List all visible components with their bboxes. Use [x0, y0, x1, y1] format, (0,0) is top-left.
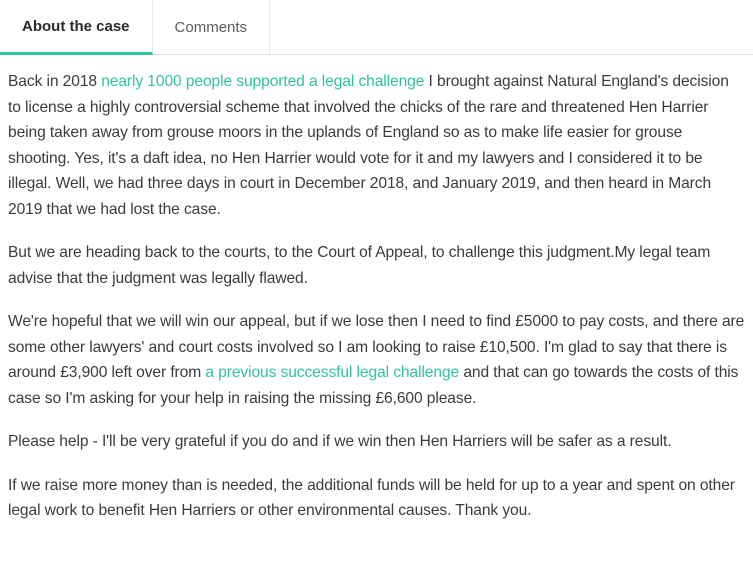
- paragraph-4-text: Please help - I'll be very grateful if you do and if we win then Hen Harriers will be safer as a result.: [8, 433, 672, 450]
- paragraph-3-text-after: and that can go towards the costs of this case so I'm asking for your help in raising the missing £6,600 please.: [8, 364, 739, 407]
- paragraph-2-text: But we are heading back to the courts, to the Court of Appeal, to challenge this judgment.My legal team advise that the judgment was legally flawed.: [8, 244, 711, 287]
- legal-challenge-link[interactable]: nearly 1000 people supported a legal challenge: [101, 73, 425, 90]
- paragraph-3-text-before: We're hopeful that we will win our appeal, but if we lose then I need to find £5000 to pay costs, and there are some other lawyers' and court costs involved so I am looking to raise £10,500. I'm glad to say that there is around £3,900 left over from: [8, 313, 745, 381]
- case-description: [0, 55, 753, 524]
- tab-about-the-case-label: About the case: [22, 17, 130, 35]
- paragraph-1-text-after: I brought against Natural England's decision to license a highly controversial scheme that involved the chicks of the rare and threatened Hen Harrier being taken away from grouse moors in the uplands of England so as to make life easier for grouse shooting. Yes, it's a daft idea, no Hen Harrier would vote for it and my lawyers and I considered it to be illegal. Well, we had three days in court in December 2018, and January 2019, and then heard in March 2019 that we had lost the case.: [8, 73, 729, 218]
- paragraph-2: [8, 240, 745, 291]
- paragraph-3: [8, 309, 745, 411]
- tab-comments-label: Comments: [174, 18, 248, 36]
- tab-comments[interactable]: [153, 0, 271, 54]
- paragraph-5-text: If we raise more money than is needed, the additional funds will be held for up to a year and spent on other legal work to benefit Hen Harriers or other environmental causes. Thank you.: [8, 476, 735, 519]
- paragraph-1: [8, 69, 745, 222]
- tab-about-the-case[interactable]: [0, 0, 153, 55]
- paragraph-4: [8, 429, 745, 455]
- paragraph-5: [8, 473, 745, 524]
- paragraph-1-text-before: Back in 2018: [8, 73, 102, 90]
- tab-bar: [0, 0, 753, 55]
- previous-challenge-link[interactable]: a previous successful legal challenge: [205, 364, 460, 381]
